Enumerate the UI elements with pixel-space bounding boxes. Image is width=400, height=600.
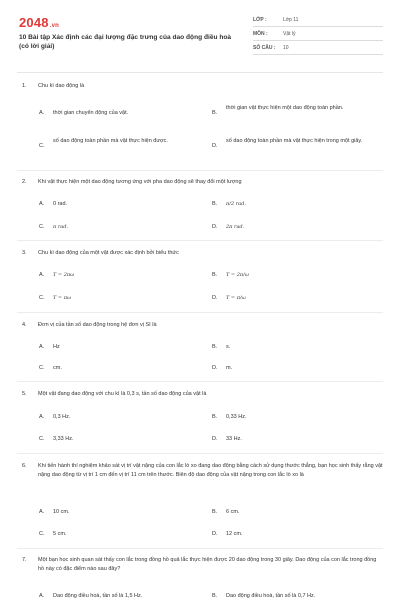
meta-subject: [253, 31, 383, 41]
question-separator: [17, 170, 383, 171]
meta-class: [253, 17, 383, 27]
question-number: 2.: [22, 179, 27, 185]
logo-text: 2048: [19, 15, 49, 30]
document-title: 10 Bài tập Xác định các đại lượng đặc trưng của dao động điều hoà (có lời giải): [19, 34, 232, 50]
document-header: [0, 0, 400, 66]
meta-subject-value: Vật lý: [283, 31, 296, 37]
meta-class-label: LỚP :: [253, 17, 267, 23]
question-separator: [17, 381, 383, 382]
meta-question-count: [253, 45, 383, 55]
question-number: 7.: [22, 557, 27, 563]
question-number: 6.: [22, 463, 27, 469]
question-separator: [17, 548, 383, 549]
meta-subject-label: MÔN :: [253, 31, 268, 37]
question-text: Chu kì dao động của một vật được xác định bởi biểu thức: [38, 250, 179, 256]
meta-count-label: SỐ CÂU :: [253, 45, 276, 51]
meta-count-value: 10: [283, 45, 289, 51]
question-separator: [17, 453, 383, 454]
question-text: Khi vật thực hiện một dao động tương ứng với pha dao động sẽ thay đổi một lượng: [38, 179, 242, 185]
meta-class-value: Lớp 11: [283, 17, 299, 23]
site-logo[interactable]: [19, 15, 59, 30]
logo-suffix: .vn: [49, 23, 60, 29]
question-number: 1.: [22, 83, 27, 89]
question-text: Khi tiến hành thí nghiệm khảo sát vị trí vật nặng của con lắc lò xo đang dao động bằng cách sử dụng thước thẳng, bạn học sinh thấy rằng vật nặng dao động từ vị trí 1 cm đến vị trí 11 cm trên thước. Biên độ dao động của vật nặng trong con lắc lò xo là: [38, 463, 383, 478]
question-text: Một vật đang dao động với chu kì là 0,3 s, tần số dao động của vật là: [38, 391, 207, 397]
question-text: Một bạn học sinh quan sát thấy con lắc trong đồng hồ quả lắc thực hiện được 20 dao động trong 30 giây. Dao động của con lắc trong đồng hồ này có đặc điểm nào sau đây?: [38, 557, 377, 572]
header-divider: [17, 72, 383, 73]
question-separator: [17, 240, 383, 241]
question-text: Chu kì dao động là: [38, 83, 85, 89]
question-text: Đơn vị của tần số dao động trong hệ đơn vị SI là: [38, 322, 157, 328]
question-number: 3.: [22, 250, 27, 256]
question-separator: [17, 312, 383, 313]
question-number: 4.: [22, 322, 27, 328]
question-number: 5.: [22, 391, 27, 397]
